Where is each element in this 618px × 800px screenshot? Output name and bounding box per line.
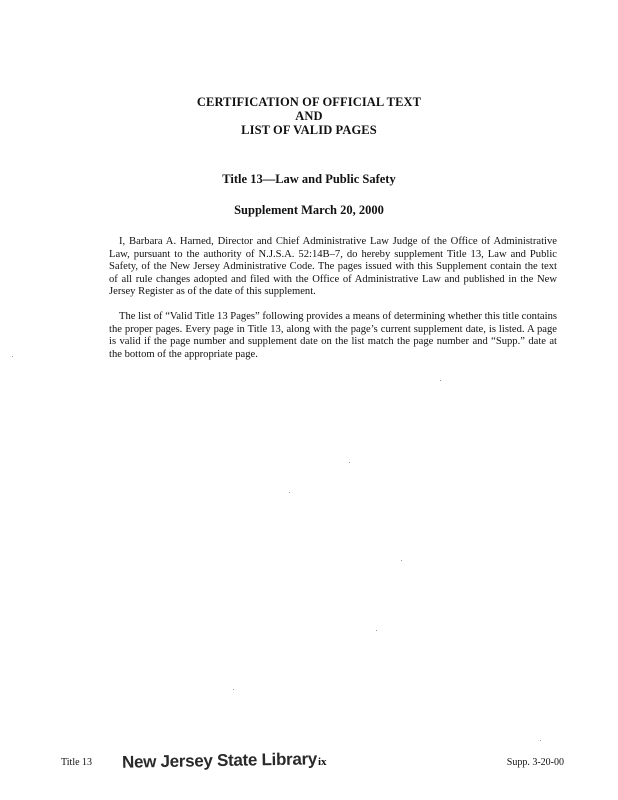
valid-pages-paragraph: The list of “Valid Title 13 Pages” following provides a means of determining whether this title contains the proper pages. Every page in Title 13, along with the page’s current supplement date, is listed. A page is valid if the page number and supplement date on the list match the page number and “Supp.” date at the bottom of the appropriate page. [109,311,557,360]
footer-supplement-date: Supp. 3-20-00 [506,757,564,768]
page-number: ix [318,756,327,768]
heading-line-2: AND [295,109,323,123]
scan-speck [289,492,290,493]
scan-speck [401,560,402,561]
supplement-date-heading: Supplement March 20, 2000 [234,203,384,217]
heading-line-3: LIST OF VALID PAGES [241,123,377,137]
heading-line-1: CERTIFICATION OF OFFICIAL TEXT [196,95,422,109]
scan-speck [540,740,541,741]
certification-heading [0,95,618,137]
title-heading: Title 13—Law and Public Safety [222,172,396,186]
scan-speck [349,462,350,463]
scan-speck [376,630,377,631]
footer-title: Title 13 [61,757,93,768]
certification-paragraph: I, Barbara A. Harned, Director and Chief Administrative Law Judge of the Office of Administrative Law, pursuant to the authority of N.J.S.A. 52:14B–7, do hereby supplement Title 13, Law and Public Safety, of the New Jersey Administrative Code. The pages issued with this Supplement contain the text of all rule changes adopted and filed with the Office of Administrative Law and published in the New Jersey Register as of the date of this supplement. [109,236,557,298]
scan-speck [440,380,441,381]
scan-speck [233,689,234,690]
library-stamp: New Jersey State Library [121,749,318,772]
scan-speck [12,356,13,357]
